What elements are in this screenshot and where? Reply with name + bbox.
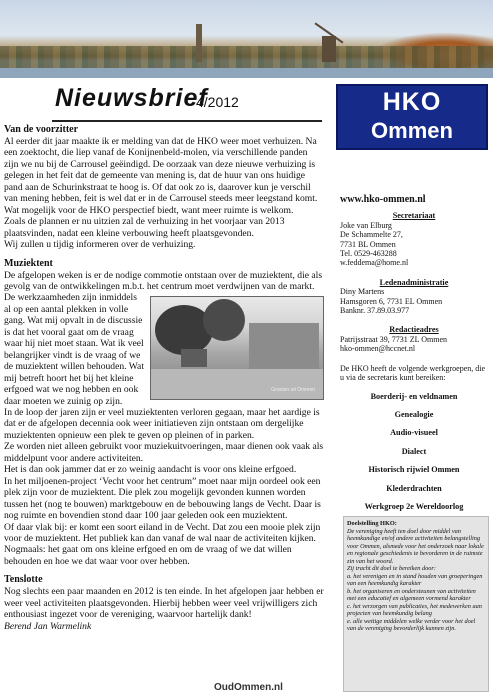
secretariaat-heading: Secretariaat [392, 211, 436, 221]
church-tower-silhouette [196, 24, 202, 62]
article-body-muziektent-3: Ze worden niet alleen gebruikt voor muziekuitvoeringen, maar dienen ook vaak als middelpunt voor andere activiteiten. [4, 441, 324, 464]
workgroup-item: Dialect [401, 446, 427, 456]
article-body-muziektent-4: Het is dan ook jammer dat er zo weinig aandacht is voor ons kleine erfgoed. [4, 464, 297, 476]
article-intro-muziektent: De afgelopen weken is er de nodige commotie ontstaan over de muziektent, die als gevolg van de ontwikkelingen m.b.t. het centrum moet verdwijnen van de markt. [4, 269, 323, 292]
music-kiosk [181, 349, 207, 367]
muziektent-photo [150, 296, 324, 400]
redactie-line: Patrijsstraat 39, 7731 ZL Ommen [340, 334, 448, 344]
doelstelling-item-a: a. het verenigen en in stand houden van groeperingen van een heemkundig karakter [347, 572, 483, 587]
newsletter-title: Nieuwsbrief [55, 84, 208, 112]
article-body-muziektent-5: In het miljoenen-project ‘Vecht voor het centrum” moet naar mijn oordeel ook een plek zijn voor de muziektent. Die plek zou mogelijk gevonden kunnen worden tussen het (nog te bouwen) marktgebouw en de bebouwing langs de Vecht. Daar is nog ruimte en bovendien stond daar 100 jaar geleden ook een muziektent. [4, 475, 321, 522]
doelstelling-sub: Zij tracht dit doel te bereiken door: [347, 565, 436, 572]
secretariaat-line: 7731 BL Ommen [340, 239, 396, 249]
workgroup-item: Boerderij- en veldnamen [370, 391, 458, 401]
secretariaat-line: Joke van Elburg [340, 220, 392, 230]
secretariaat-line: De Schammelte 27, [340, 230, 403, 240]
doelstelling-box [343, 516, 489, 692]
leden-line: Hamsgoren 6, 7731 EL Ommen [340, 296, 443, 306]
hko-logo [336, 84, 488, 150]
article-body-voorzitter-2: Zoals de plannen er nu uitzien zal de verhuizing in het voorjaar van 2013 plaatsvinden, nadat een kleine verbouwing heeft plaatsgevonden. [4, 216, 285, 239]
article-heading-muziektent: Muziektent [4, 257, 53, 269]
title-rule [52, 120, 322, 122]
leden-heading: Ledenadministratie [379, 277, 449, 287]
sidebar [340, 195, 488, 520]
redactie-block [340, 325, 488, 353]
leden-line: Banknr. 37.89.03.977 [340, 306, 410, 316]
workgroup-item: Historisch rijwiel Ommen [368, 465, 460, 475]
article-body-muziektent-wrapped: De werkzaamheden zijn inmiddels al op een aantal plekken in volle gang. Wat mij opvalt in de discussie is dat het vooral gaat om de vraag waar hij niet moet staan. Wat ik veel belangrijker vindt is de vraag of we de muziektent willen behouden. Wat mij betreft hoort het bij het kleine erfgoed wat we nog hebben en ook daar moeten we zuinig op zijn. [4, 292, 144, 407]
article-body-voorzitter-3: Wij zullen u tijdig informeren over de verhuizing. [4, 239, 196, 251]
redactie-email[interactable]: hko-ommen@hccnet.nl [340, 344, 416, 354]
main-column [4, 124, 324, 632]
logo-line1: HKO [382, 88, 442, 116]
article-body-muziektent-2: In de loop der jaren zijn er veel muziektenten verloren gegaan, maar het aardige is dat er de afgelopen decennia ook weer initiatieven zijn ontstaan om dergelijke muziektenten opnieuw een plek te geven op pleinen of in parken. [4, 406, 320, 441]
header-banner-photo [0, 0, 493, 78]
logo-line2: Ommen [371, 118, 453, 143]
workgroup-item: Audio-visueel [390, 428, 438, 438]
article-body-muziektent-6: Of daar vlak bij: er komt een soort eiland in de Vecht. Dat zou een mooie plek zijn voor de muziektent. Het publiek kan dan vanaf de wal naar de activiteiten kijken. Nogmaals: het gaat om ons kleine erfgoed en om de vraag of we dat willen behouden en hoe we dat waar voor over hebben. [4, 521, 321, 567]
workgroup-item: Genealogie [394, 409, 434, 419]
doelstelling-heading: Doelstelling HKO: [347, 520, 397, 527]
doelstelling-intro: De vereniging heeft ten doel door middel van heemkundige en/of andere activiteiten belangstelling voor Ommen, alsmede voor het onderzoek naar lokale en regionale geschiedenis te bevorderen in de ruimste zin van het woord. [347, 527, 484, 565]
issue-number: 4/2012 [196, 94, 239, 110]
article-heading-voorzitter: Van de voorzitter [4, 124, 79, 135]
secretariaat-email[interactable]: w.feddema@home.nl [340, 258, 409, 268]
doelstelling-item-b: b. het organiseren en ondersteunen van activiteiten met een educatief en algemeen vormend karakter [347, 587, 476, 602]
windmill-silhouette [322, 36, 336, 62]
doelstelling-item-e: e. alle wettige middelen welke verder voor het doel van de vereniging bevorderlijk kunnen zijn. [347, 617, 476, 632]
doelstelling-item-c: c. het verzorgen van publicaties, het medewerken aan projecten van heemkundig belang [347, 602, 482, 617]
signature: Berend Jan Warmelink [4, 620, 92, 632]
workgroup-item: Klederdrachten [386, 483, 442, 493]
footer-credit: OudOmmen.nl [214, 682, 283, 693]
secretariaat-line: Tel. 0529-463288 [340, 249, 397, 259]
workgroups-intro: De HKO heeft de volgende werkgroepen, die u via de secretaris kunt bereiken: [340, 363, 486, 383]
article-body-voorzitter: Al eerder dit jaar maakte ik er melding van dat de HKO weer moet verhuizen. Na een zoektocht, die liep vanaf de Konijnenbeld-molen, via verschillende panden zijn we nu bij de Carrousel geëindigd. De oorzaak van deze nieuwe verhuizing is gelegen in het feit dat de gemeente van mening is, dat de huur van ons huidige pand aan de Schurinkstraat te hoog is. Of dat ook zo is, daarover kun je verschil van mening hebben, feit is wel dat er in de Carrousel steeds meer leegstand komt. Wat mogelijk voor de HKO perspectief biedt, want meer ruimte is welkom. [4, 136, 318, 216]
secretariaat-block [340, 211, 488, 267]
redactie-heading: Redactieadres [389, 325, 439, 335]
leden-line: Diny Martens [340, 287, 385, 297]
article-heading-tenslotte: Tenslotte [4, 574, 43, 586]
article-body-tenslotte: Nog slechts een paar maanden en 2012 is ten einde. In het afgelopen jaar hebben er weer veel activiteiten plaatsgevonden. Hierbij hebben weer veel vrijwilligers zich enthousiast ingezet voor de vereniging, waarvoor hartelijk dank! [4, 586, 324, 621]
workgroups-list [340, 392, 488, 512]
photo-caption: Groeten uit Ommen [271, 386, 315, 393]
website-link[interactable]: www.hko-ommen.nl [340, 194, 426, 205]
leden-block [340, 278, 488, 316]
workgroup-item: Werkgroep 2e Wereldoorlog [364, 501, 464, 511]
